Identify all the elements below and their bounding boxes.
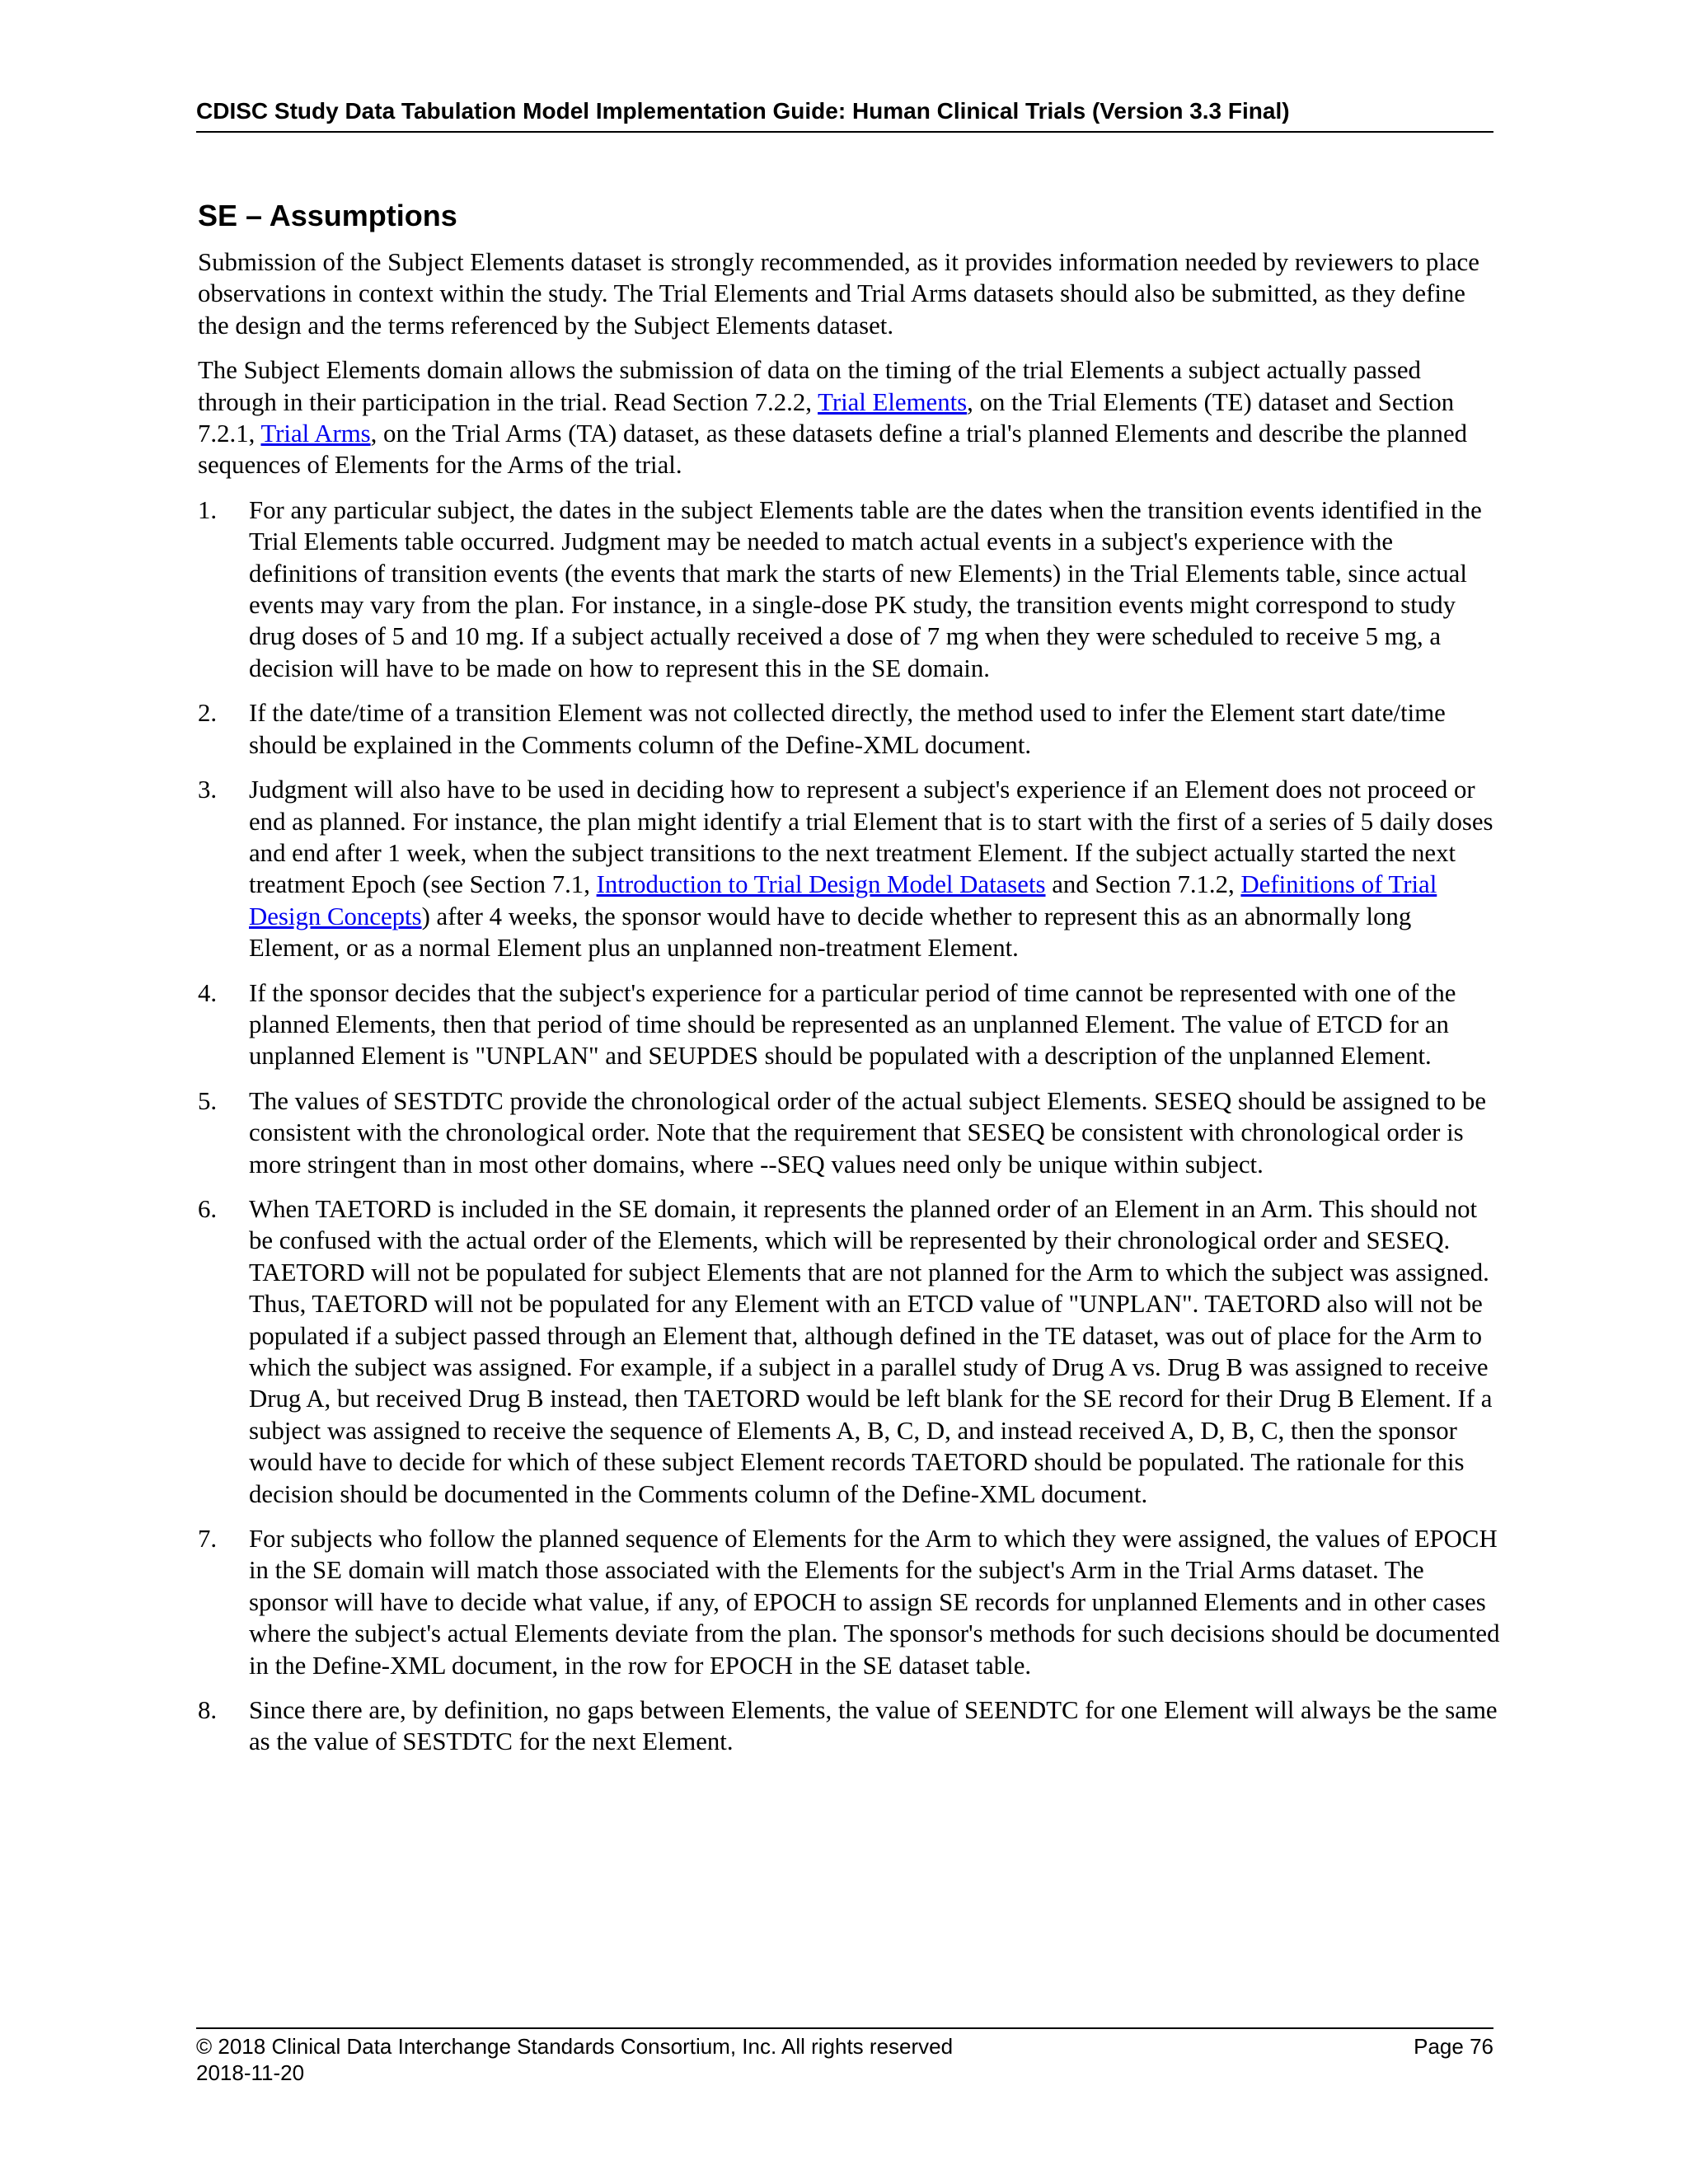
list-item — [198, 1085, 1500, 1180]
list-item-number: 3. — [198, 776, 218, 804]
list-item-number: 5. — [198, 1086, 218, 1115]
list-item-text-a: Judgment will also have to be used in deciding how to represent a subject's experience if an Element does not proceed or end as planned. For instance, the plan might identify a trial Element that is to start with the first of a series of 5 daily doses and end after 1 week, when the subject transitions to the next treatment Element. If the subject actually started the next treatment Epoch (see Section 7.1, — [249, 776, 1493, 899]
list-item-text: If the sponsor decides that the subject's experience for a particular period of time cannot be represented with one of the planned Elements, then that period of time should be represented as an unplanned Element. The value of ETCD for an unplanned Element is "UNPLAN" and SEUPDES should be populated with a description of the unplanned Element. — [249, 978, 1456, 1071]
list-item-text-b: and Section 7.1.2, — [1045, 870, 1241, 899]
list-item — [198, 977, 1500, 1072]
page-number: Page 76 — [1414, 2034, 1493, 2059]
list-item — [198, 1523, 1500, 1681]
list-item-number: 8. — [198, 1696, 218, 1725]
header-divider — [196, 131, 1493, 133]
assumptions-list — [198, 494, 1500, 1758]
document-body — [198, 246, 1500, 1771]
running-header: CDISC Study Data Tabulation Model Implementation Guide: Human Clinical Trials (Version 3.3 Final) — [196, 98, 1290, 124]
list-item-number: 6. — [198, 1194, 218, 1223]
list-item-text: When TAETORD is included in the SE domain, it represents the planned order of an Element in an Arm. This should not be confused with the actual order of the Elements, which will be represented by their chronological order and SESEQ. TAETORD will not be populated for subject Elements that are not planned for the Arm to which the subject was assigned. Thus, TAETORD will not be populated for any Element with an ETCD value of "UNPLAN". TAETORD also will not be populated if a subject passed through an Element that, although defined in the TE dataset, was out of place for the Arm to which the subject was assigned. For example, if a subject in a parallel study of Drug A vs. Drug B was assigned to receive Drug A, but received Drug B instead, then TAETORD would be left blank for the SE record for their Drug B Element. If a subject was assigned to receive the sequence of Elements A, B, C, D, and instead received A, D, B, C, then the sponsor would have to decide for which of these subject Element records TAETORD should be populated. The rationale for this decision should be documented in the Comments column of the Define-XML document. — [249, 1194, 1493, 1508]
trial-elements-link[interactable]: Trial Elements — [818, 387, 968, 416]
list-item — [198, 1694, 1500, 1758]
list-item-text-c: ) after 4 weeks, the sponsor would have to decide whether to represent this as an abnormally long Element, or as a normal Element plus an unplanned non-treatment Element. — [249, 902, 1412, 963]
trial-arms-link[interactable]: Trial Arms — [260, 419, 371, 448]
intro-paragraph-2-text-c: , on the Trial Arms (TA) dataset, as these datasets define a trial's planned Elements and describe the planned sequences of Elements for the Arms of the trial. — [198, 419, 1468, 480]
list-item — [198, 774, 1500, 963]
list-item — [198, 697, 1500, 761]
list-item-text: For subjects who follow the planned sequence of Elements for the Arm to which they were assigned, the values of EPOCH in the SE domain will match those associated with the Elements for the subject's Arm in the Trial Arms dataset. The sponsor will have to decide what value, if any, of EPOCH to assign SE records for unplanned Elements and in other cases where the subject's actual Elements deviate from the plan. The sponsor's methods for such decisions should be documented in the Define-XML document, in the row for EPOCH in the SE dataset table. — [249, 1525, 1500, 1680]
list-item-text: For any particular subject, the dates in the subject Elements table are the dates when the transition events identified in the Trial Elements table occurred. Judgment may be needed to match actual events in a subject's experience with the definitions of transition events (the events that mark the starts of new Elements) in the Trial Elements table, since actual events may vary from the plan. For instance, in a single-dose PK study, the transition events might correspond to study drug doses of 5 and 10 mg. If a subject actually received a dose of 7 mg when they were scheduled to receive 5 mg, a decision will have to be made on how to represent this in the SE domain. — [249, 495, 1482, 682]
intro-paragraph-2 — [198, 354, 1500, 481]
section-title: SE – Assumptions — [198, 199, 457, 232]
list-item-number: 4. — [198, 978, 218, 1007]
list-item — [198, 494, 1500, 684]
list-item-text: Since there are, by definition, no gaps between Elements, the value of SEENDTC for one Element will always be the same as the value of SESTDTC for the next Element. — [249, 1696, 1498, 1756]
trial-design-concepts-link[interactable]: Definitions of Trial Design Concepts — [249, 870, 1437, 930]
intro-paragraph-1: Submission of the Subject Elements dataset is strongly recommended, as it provides information needed by reviewers to place observations in context within the study. The Trial Elements and Trial Arms datasets should also be submitted, as they define the design and the terms referenced by the Subject Elements dataset. — [198, 248, 1479, 340]
page-footer — [196, 2033, 1493, 2086]
list-item-number: 1. — [198, 495, 218, 524]
list-item-number: 2. — [198, 699, 218, 728]
intro-paragraph-2-text-b: , on the Trial Elements (TE) dataset and Section 7.2.1, — [198, 387, 1455, 448]
footer-divider — [196, 2027, 1493, 2029]
list-item-number: 7. — [198, 1525, 218, 1554]
list-item-text: The values of SESTDTC provide the chronological order of the actual subject Elements. SESEQ should be assigned to be consistent with the chronological order. Note that the requirement that SESEQ be consistent with chronological order is more stringent than in most other domains, where --SEQ values need only be unique within subject. — [249, 1086, 1487, 1179]
list-item — [198, 1193, 1500, 1510]
copyright-notice: © 2018 Clinical Data Interchange Standards Consortium, Inc. All rights reserved — [196, 2034, 954, 2059]
intro-paragraph-2-text-a: The Subject Elements domain allows the submission of data on the timing of the trial Elements a subject actually passed through in their participation in the trial. Read Section 7.2.2, — [198, 356, 1421, 416]
publication-date: 2018-11-20 — [196, 2060, 305, 2085]
list-item-text: If the date/time of a transition Element was not collected directly, the method used to infer the Element start date/time should be explained in the Comments column of the Define-XML document. — [249, 699, 1446, 759]
intro-trial-design-link[interactable]: Introduction to Trial Design Model Datasets — [596, 870, 1046, 899]
